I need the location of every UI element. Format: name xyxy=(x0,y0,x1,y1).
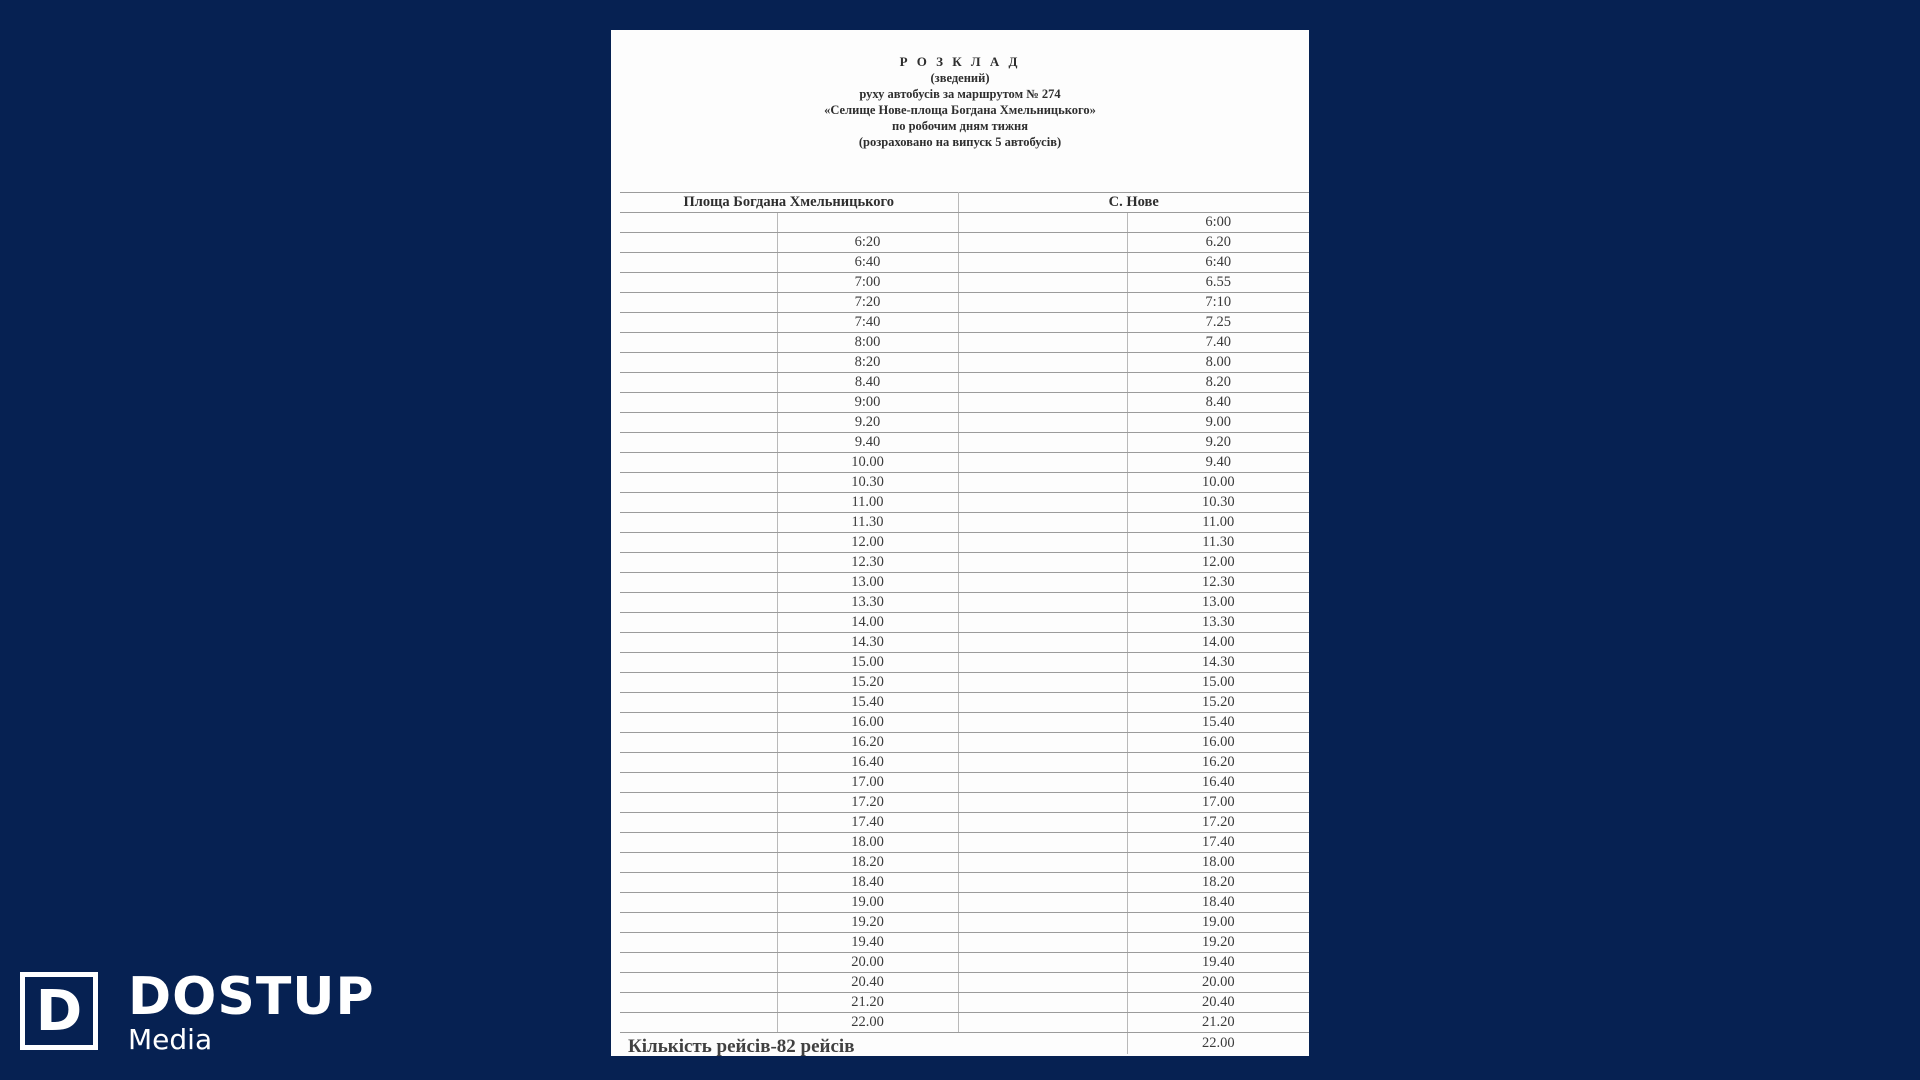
empty-cell xyxy=(958,533,1127,553)
departure-square-cell: 22.00 xyxy=(777,1013,958,1033)
empty-cell xyxy=(958,933,1127,953)
departure-square-cell: 14.30 xyxy=(777,633,958,653)
departure-square-cell: 20.00 xyxy=(777,953,958,973)
table-row xyxy=(620,833,1309,853)
empty-cell xyxy=(958,713,1127,733)
empty-cell xyxy=(620,513,777,533)
table-row xyxy=(620,493,1309,513)
departure-nove-cell: 13.00 xyxy=(1127,593,1309,613)
departure-square-cell: 18.20 xyxy=(777,853,958,873)
empty-cell xyxy=(620,833,777,853)
total-trips-row xyxy=(620,1033,1309,1055)
empty-cell xyxy=(958,513,1127,533)
empty-cell xyxy=(620,373,777,393)
empty-cell xyxy=(620,773,777,793)
empty-cell xyxy=(958,233,1127,253)
table-row xyxy=(620,473,1309,493)
empty-cell xyxy=(958,913,1127,933)
empty-cell xyxy=(620,933,777,953)
empty-cell xyxy=(958,693,1127,713)
departure-nove-cell: 9.40 xyxy=(1127,453,1309,473)
empty-cell xyxy=(620,913,777,933)
departure-square-cell: 18.40 xyxy=(777,873,958,893)
departure-nove-cell: 16.40 xyxy=(1127,773,1309,793)
table-row xyxy=(620,953,1309,973)
table-row xyxy=(620,913,1309,933)
departure-nove-cell: 10.00 xyxy=(1127,473,1309,493)
empty-cell xyxy=(620,1013,777,1033)
departure-nove-cell: 12.00 xyxy=(1127,553,1309,573)
departure-square-cell: 17.20 xyxy=(777,793,958,813)
departure-nove-cell: 11.00 xyxy=(1127,513,1309,533)
empty-cell xyxy=(958,673,1127,693)
departure-nove-cell: 19.20 xyxy=(1127,933,1309,953)
departure-square-cell xyxy=(777,213,958,233)
empty-cell xyxy=(620,333,777,353)
empty-cell xyxy=(958,313,1127,333)
table-header-row xyxy=(620,193,1309,213)
table-row xyxy=(620,453,1309,473)
schedule-document xyxy=(611,30,1309,1056)
departure-square-cell: 11.00 xyxy=(777,493,958,513)
departure-nove-cell: 14.00 xyxy=(1127,633,1309,653)
column-header-square: Площа Богдана Хмельницького xyxy=(620,193,958,213)
empty-cell xyxy=(958,493,1127,513)
table-row xyxy=(620,353,1309,373)
departure-square-cell: 12.30 xyxy=(777,553,958,573)
schedule-table xyxy=(620,192,1309,1054)
table-row xyxy=(620,773,1309,793)
departure-nove-cell: 9.20 xyxy=(1127,433,1309,453)
table-row xyxy=(620,753,1309,773)
logo-mark: D xyxy=(20,972,98,1050)
departure-square-cell: 19.00 xyxy=(777,893,958,913)
empty-cell xyxy=(958,353,1127,373)
empty-cell xyxy=(620,733,777,753)
table-row xyxy=(620,333,1309,353)
empty-cell xyxy=(958,773,1127,793)
table-row xyxy=(620,253,1309,273)
schedule-body xyxy=(620,213,1309,1055)
departure-nove-cell: 7:10 xyxy=(1127,293,1309,313)
empty-cell xyxy=(958,413,1127,433)
departure-nove-cell: 20.40 xyxy=(1127,993,1309,1013)
departure-square-cell: 6:20 xyxy=(777,233,958,253)
empty-cell xyxy=(620,633,777,653)
empty-cell xyxy=(958,733,1127,753)
departure-square-cell: 13.30 xyxy=(777,593,958,613)
document-subtitle-line: по робочим дням тижня xyxy=(892,119,1028,133)
departure-nove-cell: 21.20 xyxy=(1127,1013,1309,1033)
table-row xyxy=(620,793,1309,813)
empty-cell xyxy=(620,713,777,733)
departure-square-cell: 21.20 xyxy=(777,993,958,1013)
table-row xyxy=(620,613,1309,633)
table-row xyxy=(620,713,1309,733)
departure-nove-cell: 9.00 xyxy=(1127,413,1309,433)
empty-cell xyxy=(958,873,1127,893)
empty-cell xyxy=(620,873,777,893)
empty-cell xyxy=(620,433,777,453)
empty-cell xyxy=(620,293,777,313)
departure-square-cell: 18.00 xyxy=(777,833,958,853)
empty-cell xyxy=(620,993,777,1013)
empty-cell xyxy=(620,393,777,413)
document-subtitle-line: «Селище Нове-площа Богдана Хмельницького» xyxy=(824,103,1096,117)
departure-square-cell: 11.30 xyxy=(777,513,958,533)
departure-square-cell: 17.40 xyxy=(777,813,958,833)
empty-cell xyxy=(958,253,1127,273)
empty-cell xyxy=(620,593,777,613)
departure-square-cell: 19.40 xyxy=(777,933,958,953)
empty-cell xyxy=(958,1013,1127,1033)
departure-nove-cell: 8.40 xyxy=(1127,393,1309,413)
table-row xyxy=(620,293,1309,313)
table-row xyxy=(620,873,1309,893)
table-row xyxy=(620,933,1309,953)
empty-cell xyxy=(958,753,1127,773)
empty-cell xyxy=(958,793,1127,813)
departure-nove-cell: 16.20 xyxy=(1127,753,1309,773)
departure-nove-cell: 19.40 xyxy=(1127,953,1309,973)
departure-nove-cell: 20.00 xyxy=(1127,973,1309,993)
empty-cell xyxy=(958,653,1127,673)
table-row xyxy=(620,993,1309,1013)
empty-cell xyxy=(620,893,777,913)
table-row xyxy=(620,593,1309,613)
empty-cell xyxy=(958,373,1127,393)
table-row xyxy=(620,893,1309,913)
table-row xyxy=(620,533,1309,553)
departure-square-cell: 8:20 xyxy=(777,353,958,373)
table-row xyxy=(620,633,1309,653)
table-row xyxy=(620,553,1309,573)
departure-nove-cell: 7.25 xyxy=(1127,313,1309,333)
table-row xyxy=(620,573,1309,593)
departure-nove-cell: 7.40 xyxy=(1127,333,1309,353)
departure-nove-cell: 17.20 xyxy=(1127,813,1309,833)
departure-nove-cell: 10.30 xyxy=(1127,493,1309,513)
empty-cell xyxy=(620,313,777,333)
document-title: Р О З К Л А Д xyxy=(899,54,1021,69)
empty-cell xyxy=(620,853,777,873)
table-row xyxy=(620,213,1309,233)
departure-square-cell: 7:40 xyxy=(777,313,958,333)
table-row xyxy=(620,673,1309,693)
departure-nove-cell: 18.40 xyxy=(1127,893,1309,913)
empty-cell xyxy=(620,473,777,493)
departure-nove-cell: 6:40 xyxy=(1127,253,1309,273)
departure-square-cell: 15.00 xyxy=(777,653,958,673)
departure-square-cell: 8:00 xyxy=(777,333,958,353)
empty-cell xyxy=(958,973,1127,993)
document-header xyxy=(611,54,1309,150)
empty-cell xyxy=(620,233,777,253)
departure-square-cell: 14.00 xyxy=(777,613,958,633)
document-subtitle-line: (зведений) xyxy=(930,71,990,85)
departure-square-cell: 10.30 xyxy=(777,473,958,493)
departure-square-cell: 15.20 xyxy=(777,673,958,693)
table-row xyxy=(620,433,1309,453)
departure-nove-cell: 6.55 xyxy=(1127,273,1309,293)
empty-cell xyxy=(620,533,777,553)
table-row xyxy=(620,853,1309,873)
empty-cell xyxy=(620,653,777,673)
departure-nove-cell: 16.00 xyxy=(1127,733,1309,753)
departure-square-cell: 7:00 xyxy=(777,273,958,293)
table-row xyxy=(620,233,1309,253)
departure-square-cell: 12.00 xyxy=(777,533,958,553)
empty-cell xyxy=(958,953,1127,973)
table-row xyxy=(620,973,1309,993)
departure-square-cell: 17.00 xyxy=(777,773,958,793)
document-subtitle-line: руху автобусів за маршрутом № 274 xyxy=(859,87,1061,101)
departure-square-cell: 10.00 xyxy=(777,453,958,473)
departure-square-cell: 9.40 xyxy=(777,433,958,453)
empty-cell xyxy=(620,813,777,833)
empty-cell xyxy=(620,573,777,593)
departure-square-cell: 16.20 xyxy=(777,733,958,753)
departure-nove-cell: 14.30 xyxy=(1127,653,1309,673)
table-row xyxy=(620,1013,1309,1033)
table-row xyxy=(620,693,1309,713)
empty-cell xyxy=(958,333,1127,353)
empty-cell xyxy=(958,453,1127,473)
empty-cell xyxy=(958,473,1127,493)
departure-nove-cell: 17.00 xyxy=(1127,793,1309,813)
departure-square-cell: 19.20 xyxy=(777,913,958,933)
table-row xyxy=(620,373,1309,393)
total-trips-label: Кількість рейсів-82 рейсів xyxy=(628,1036,855,1056)
column-header-nove: С. Нове xyxy=(958,193,1309,213)
empty-cell xyxy=(958,293,1127,313)
departure-nove-cell: 17.40 xyxy=(1127,833,1309,853)
table-row xyxy=(620,813,1309,833)
empty-cell xyxy=(620,273,777,293)
empty-cell xyxy=(620,453,777,473)
departure-square-cell: 20.40 xyxy=(777,973,958,993)
empty-cell xyxy=(958,833,1127,853)
empty-cell xyxy=(958,433,1127,453)
table-row xyxy=(620,393,1309,413)
departure-square-cell: 16.40 xyxy=(777,753,958,773)
empty-cell xyxy=(620,493,777,513)
empty-cell xyxy=(620,613,777,633)
empty-cell xyxy=(958,273,1127,293)
departure-square-cell: 8.40 xyxy=(777,373,958,393)
departure-nove-cell: 8.20 xyxy=(1127,373,1309,393)
table-row xyxy=(620,313,1309,333)
table-row xyxy=(620,413,1309,433)
departure-nove-cell: 18.00 xyxy=(1127,853,1309,873)
departure-nove-cell: 11.30 xyxy=(1127,533,1309,553)
logo-name: DOSTUP xyxy=(128,967,375,1027)
empty-cell xyxy=(620,413,777,433)
dostup-media-logo xyxy=(20,967,420,1062)
departure-square-cell: 9.20 xyxy=(777,413,958,433)
empty-cell xyxy=(958,553,1127,573)
empty-cell xyxy=(620,213,777,233)
empty-cell xyxy=(620,973,777,993)
departure-nove-cell: 6.20 xyxy=(1127,233,1309,253)
departure-nove-cell: 22.00 xyxy=(1201,1035,1235,1051)
departure-square-cell: 7:20 xyxy=(777,293,958,313)
empty-cell xyxy=(958,213,1127,233)
departure-nove-cell: 15.00 xyxy=(1127,673,1309,693)
empty-cell xyxy=(958,813,1127,833)
empty-cell xyxy=(958,893,1127,913)
empty-cell xyxy=(620,693,777,713)
departure-nove-cell: 15.20 xyxy=(1127,693,1309,713)
total-trips-cell xyxy=(620,1033,1127,1055)
departure-nove-cell: 12.30 xyxy=(1127,573,1309,593)
empty-cell xyxy=(958,573,1127,593)
logo-subtitle: Media xyxy=(128,1023,213,1056)
empty-cell xyxy=(958,593,1127,613)
table-row xyxy=(620,733,1309,753)
empty-cell xyxy=(620,673,777,693)
departure-square-cell: 9:00 xyxy=(777,393,958,413)
empty-cell xyxy=(620,953,777,973)
departure-nove-cell: 8.00 xyxy=(1127,353,1309,373)
departure-square-cell: 16.00 xyxy=(777,713,958,733)
document-subtitle-line: (розраховано на випуск 5 автобусів) xyxy=(858,135,1062,149)
table-row xyxy=(620,513,1309,533)
departure-nove-cell: 18.20 xyxy=(1127,873,1309,893)
departure-square-cell: 6:40 xyxy=(777,253,958,273)
departure-nove-cell: 19.00 xyxy=(1127,913,1309,933)
empty-cell xyxy=(620,553,777,573)
empty-cell xyxy=(620,253,777,273)
departure-nove-cell: 6:00 xyxy=(1127,213,1309,233)
empty-cell xyxy=(958,393,1127,413)
table-row xyxy=(620,273,1309,293)
table-row xyxy=(620,653,1309,673)
empty-cell xyxy=(620,793,777,813)
empty-cell xyxy=(958,853,1127,873)
empty-cell xyxy=(958,633,1127,653)
departure-nove-cell: 15.40 xyxy=(1127,713,1309,733)
empty-cell xyxy=(620,353,777,373)
empty-cell xyxy=(958,993,1127,1013)
departure-square-cell: 13.00 xyxy=(777,573,958,593)
empty-cell xyxy=(620,753,777,773)
departure-nove-cell: 13.30 xyxy=(1127,613,1309,633)
empty-cell xyxy=(958,613,1127,633)
departure-square-cell: 15.40 xyxy=(777,693,958,713)
